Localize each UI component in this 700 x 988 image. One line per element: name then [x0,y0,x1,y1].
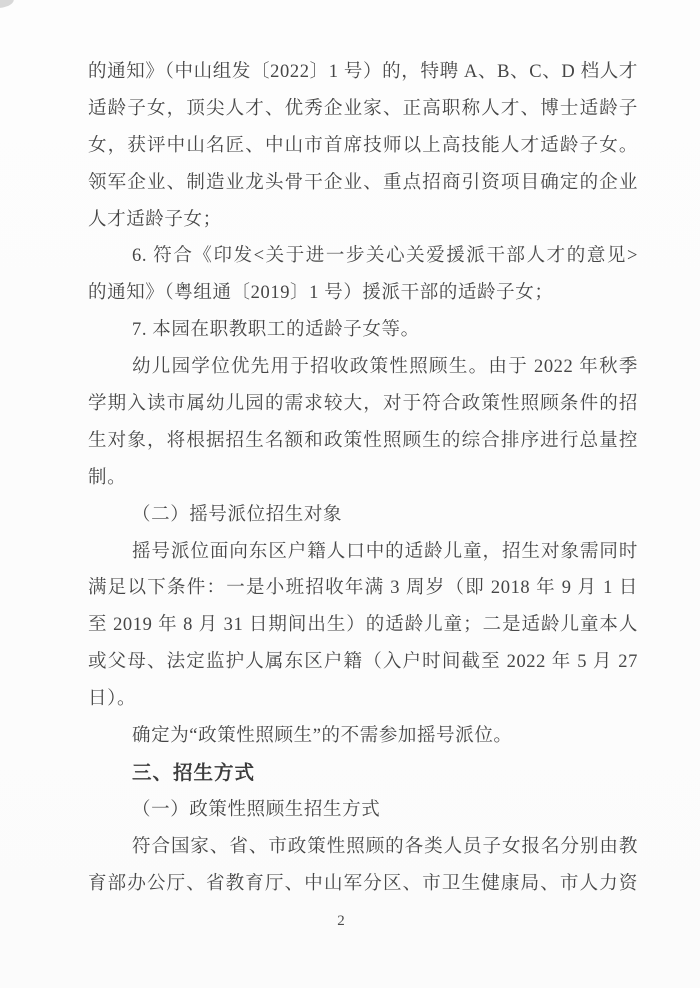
text-line: 符合国家、省、市政策性照顾的各类人员子女报名分别由教 [132,836,638,857]
text-line: 领军企业、制造业龙头骨干企业、重点招商引资项目确定的企业 [88,172,638,193]
text-line: 育部办公厅、省教育厅、中山军分区、市卫生健康局、市人力资 [88,873,638,894]
text-line: 满足以下条件：一是小班招收年满 3 周岁（即 2018 年 9 月 1 日 [88,578,638,599]
text-line: 学期入读市属幼儿园的需求较大，对于符合政策性照顾条件的招 [88,394,638,415]
section-heading: 三、招生方式 [132,761,256,784]
page-number: 2 [337,913,345,929]
text-line: 的通知》（中山组发〔2022〕1 号）的，特聘 A、B、C、D 档人才 [88,62,638,82]
text-line: 摇号派位面向东区户籍人口中的适龄儿童，招生对象需同时 [132,541,638,562]
text-line: 生对象，将根据招生名额和政策性照顾生的综合排序进行总量控 [88,430,638,451]
text-line: 女，获评中山名匠、中山市首席技师以上高技能人才适龄子女。 [88,135,638,156]
list-item-6: 6. 符合《印发<关于进一步关心关爱援派干部人才的意见> [132,246,638,267]
text-line: 人才适龄子女； [88,209,222,230]
text-line: 或父母、法定监护人属东区户籍（入户时间截至 2022 年 5 月 27 [88,652,638,673]
scan-smudge [0,0,15,10]
text-line: 至 2019 年 8 月 31 日期间出生）的适龄儿童；二是适龄儿童本人 [88,615,638,636]
text-line: 制。 [88,467,127,488]
text-line: 日）。 [88,689,137,710]
text-line: 的通知》（粤组通〔2019〕1 号）援派干部的适龄子女； [88,283,554,304]
text-column [88,54,638,902]
subsection-heading: （一）政策性照顾生招生方式 [132,799,381,820]
text-line: 适龄子女，顶尖人才、优秀企业家、正高职称人才、博士适龄子 [88,98,638,119]
text-line: 确定为“政策性照顾生”的不需参加摇号派位。 [132,726,513,747]
list-item-7: 7. 本园在职教职工的适龄子女等。 [132,320,420,341]
text-line: 幼儿园学位优先用于招收政策性照顾生。由于 2022 年秋季 [132,357,638,378]
subsection-heading: （二）摇号派位招生对象 [132,504,343,525]
